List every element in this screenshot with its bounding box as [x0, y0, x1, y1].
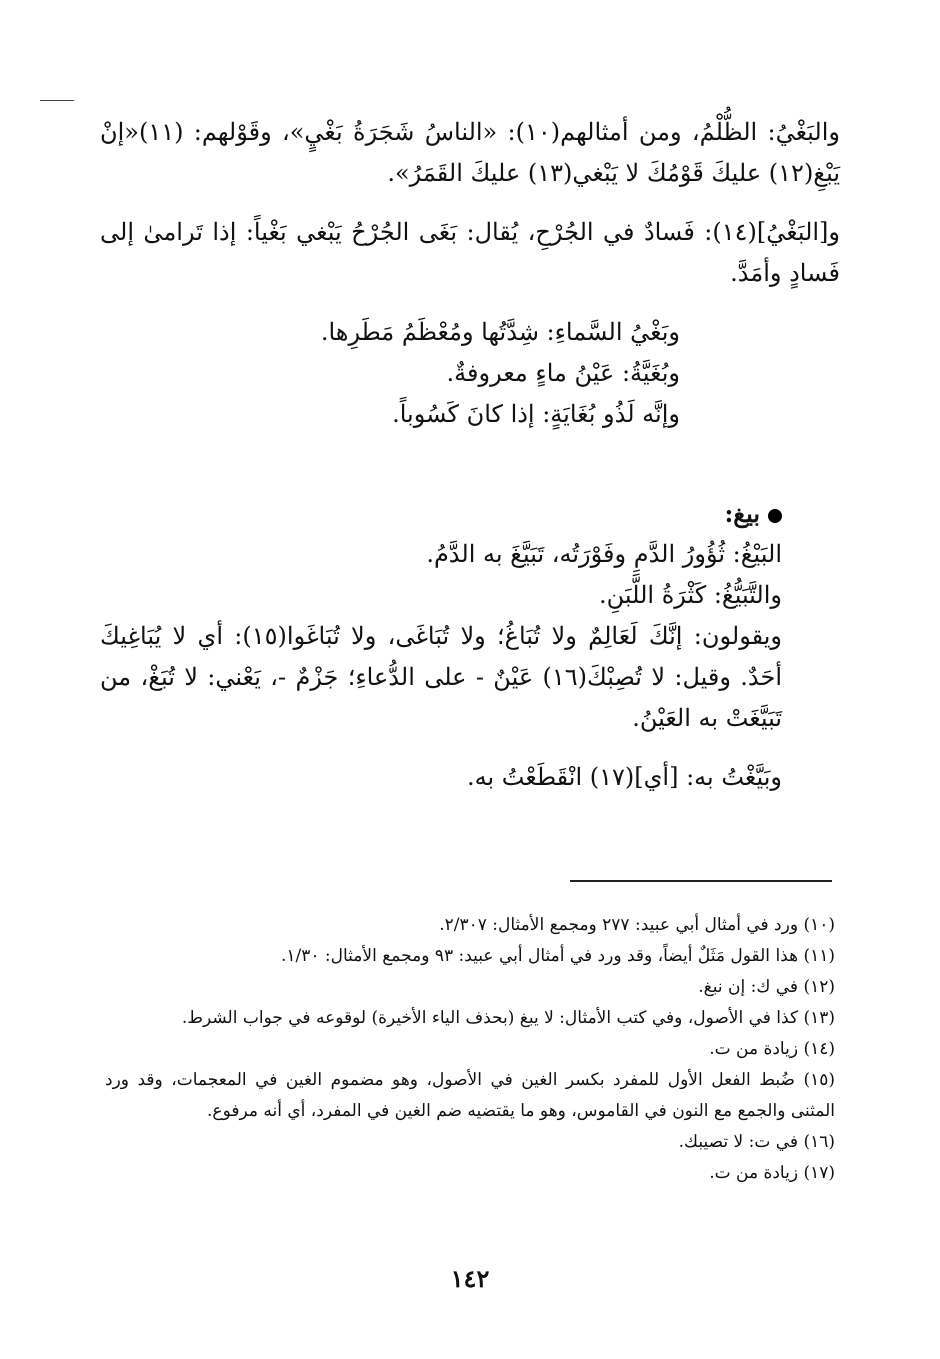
main-text	[100, 112, 840, 798]
bayg-line-3: وبَيَّغْتُ به: [أي](١٧) انْقَطَعْتُ به.	[467, 763, 782, 791]
footnote-12: (١٢) في ك: إن نبغ.	[698, 977, 835, 997]
page-number: ١٤٢	[450, 1264, 490, 1293]
footnote-16: (١٦) في ت: لا تصيبك.	[678, 1132, 835, 1152]
footnote-10: (١٠) ورد في أمثال أبي عبيد: ٢٧٧ ومجمع الأمثال: ٢/٣٠٧.	[439, 915, 835, 935]
footnote-separator	[570, 880, 832, 882]
footnotes	[105, 910, 835, 1189]
bagy-line-1: وبَغْيُ السَّماءِ: شِدَّتُها ومُعْظَمُ مَطَرِها.	[320, 318, 680, 346]
bayg-line-2: والتَّبَيُّغُ: كَثْرَةُ اللَّبَنِ.	[599, 581, 782, 609]
bayg-heading	[100, 493, 840, 534]
footnote-15: (١٥) ضُبط الفعل الأول للمفرد بكسر الغين في الأصول، وهو مضموم الغين في المعجمات، وقد ورد المثنى والجمع مع النون في القاموس، وهو ما يقتضيه ضم الغين في المفرد، أي أنه مرفوع.	[105, 1070, 835, 1121]
footnote-11: (١١) هذا القول مَثَلٌ أيضاً، وقد ورد في أمثال أبي عبيد: ٩٣ ومجمع الأمثال: ١/٣٠.	[280, 946, 835, 966]
bayg-paragraph: ويقولون: إنَّكَ لَعَالِمٌ ولا تُبَاغُ؛ ولا تُبَاغَى، ولا تُبَاغَوا(١٥): أي لا يُبَاغِيكَ أحَدٌ. وقيل: لا تُصِبْكَ(١٦) عَيْنٌ - على الدُّعاءِ؛ جَزْمٌ -، يَعْني: لا تُبَغْ، من تَبَيَّغَتْ به العَيْنُ.	[100, 622, 783, 732]
bagy-line-3: وإنَّه لَذُو بُغَايَةٍ: إذا كانَ كَسُوباً.	[392, 400, 680, 428]
margin-mark	[40, 100, 74, 101]
footnote-14: (١٤) زيادة من ت.	[709, 1039, 835, 1059]
bagy-paragraph-2: و[البَغْيُ](١٤): فَسادٌ في الجُرْحِ، يُقال: بَغَى الجُرْحُ يَبْغي بَغْياً: إذا تَرامىٰ إلى فَسادٍ وأمَدَّ.	[100, 218, 840, 287]
bagy-paragraph-1: والبَغْيُ: الظُّلْمُ، ومن أمثالهم(١٠): «الناسُ شَجَرَةُ بَغْيٍ»، وقَوْلهم: (١١)«إنْ يَبْغِ(١٢) عليكَ قَوْمُكَ لا يَبْغي(١٣) عليكَ القَمَرُ».	[100, 118, 840, 187]
footnote-13: (١٣) كذا في الأصول، وفي كتب الأمثال: لا يبغ (بحذف الياء الأخيرة) لوقوعه في جواب الشرط.	[181, 1008, 835, 1028]
footnote-17: (١٧) زيادة من ت.	[709, 1163, 835, 1183]
bullet-icon	[768, 509, 782, 523]
bayg-heading-label: بيغ:	[724, 499, 760, 528]
bayg-line-1: البَيْغُ: ثُؤُورُ الدَّمِ وفَوْرَتُه، تَبَيَّغَ به الدَّمُ.	[426, 540, 782, 568]
bagy-line-2: وبُغَيَّةُ: عَيْنُ ماءٍ معروفةٌ.	[446, 359, 680, 387]
